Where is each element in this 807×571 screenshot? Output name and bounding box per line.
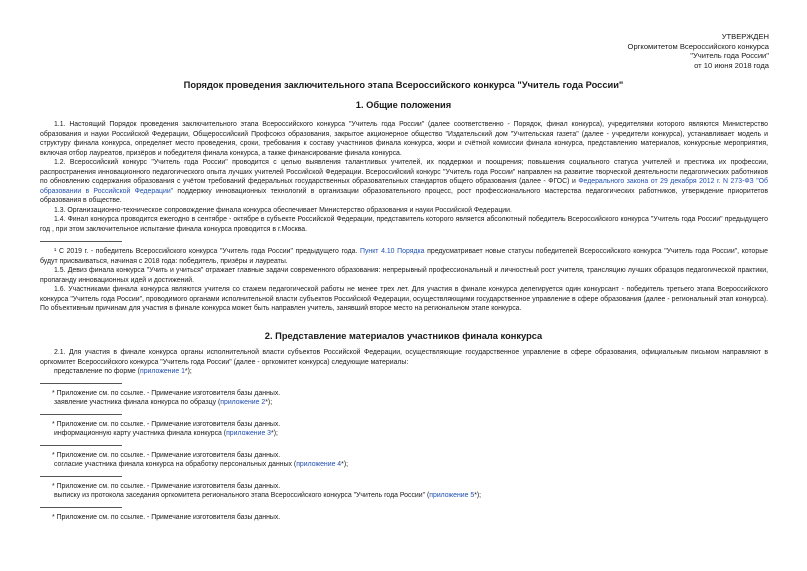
section-2-body [40, 348, 768, 522]
federal-law-link[interactable]: Федерального закона от 29 декабря 2012 г. N 273-ФЗ "Об образовании в Российской Федерации" [40, 178, 768, 195]
appendix-2-link[interactable]: приложение 2 [220, 399, 266, 406]
footnote-1 [40, 247, 768, 266]
footnote-divider [40, 241, 122, 242]
point-4-10-link[interactable]: Пункт 4.10 Порядка [360, 248, 425, 255]
document-title: Порядок проведения заключительного этапа Всероссийского конкурса "Учитель года России" [183, 80, 624, 90]
footnote-note: * Приложение см. по ссылке. - Примечание изготовителя базы данных. [52, 420, 281, 428]
footnote-divider [40, 414, 122, 415]
paragraph-1-2 [40, 158, 768, 206]
footnote-divider [40, 445, 122, 446]
section-2-title: 2. Представление материалов участников финала конкурса [264, 331, 543, 341]
footnote-divider [40, 383, 122, 384]
footnote-1-text: ¹ С 2019 г. - победитель Всероссийского конкурса "Учитель года России" предыдущего года. [54, 248, 360, 255]
approval-contest: "Учитель года России" [690, 51, 769, 61]
footnote-1-tail: предусматривает новые статусы победителей Всероссийского конкурса "Учитель года России", которые будут присваиваться, начиная с 2018 года: победитель, призёры и лауреаты. [40, 248, 769, 265]
footnote-note: * Приложение см. по ссылке. - Примечание изготовителя базы данных. [52, 389, 281, 397]
footnote-note: * Приложение см. по ссылке. - Примечание изготовителя базы данных. [52, 482, 281, 490]
footnote-divider [40, 476, 122, 477]
paragraph-1-4: 1.4. Финал конкурса проводится ежегодно в сентябре - октябре в субъекте Российской Федерации, представитель которого является абсолютный победитель Всероссийского конкурса "Учитель года России" предыдущего год , при этом заключительное испытание финала конкурса проводится в г.Москва. [40, 216, 768, 233]
material-item-4: согласие участника финала конкурса на обработку персональных данных (приложение 4*); [54, 461, 349, 468]
footnote-note: * Приложение см. по ссылке. - Примечание изготовителя базы данных. [52, 513, 281, 521]
paragraph-1-2-text: 1.2. Всероссийский конкурс "Учитель года России" проводится с целью выявления талантливых учителей, их поддержки и поощрения; повышения социального статуса учителей и престижа их профессии, распространения инновационного педагогического опыта лучших учителей Российской Федерации. Всероссийский конкурс "Учитель года России" направлен на развитие творческой деятельности педагогических работников по обновлению содержания образования с учётом требований федеральных государственных образовательных стандартов общего образования (далее - ФГОС) и [40, 159, 768, 185]
paragraph-1-5: 1.5. Девиз финала конкурса "Учить и учиться" отражает главные задачи современного образования: непрерывный профессиональный и личностный рост учителя, трансляцию лучших образцов педагогической практики, пропаганду инновационных идей и достижений. [40, 267, 768, 284]
appendix-5-link[interactable]: приложение 5 [429, 492, 475, 499]
footnote-divider [40, 507, 122, 508]
paragraph-1-2-tail: поддержку инновационных технологий в организации образовательного процесс, рост профессионального мастерства педагогических работников, утверждение приоритетов образования в обществе. [40, 187, 768, 204]
approval-date: от 10 июня 2018 года [694, 60, 769, 70]
appendix-1-link[interactable]: приложение 1 [139, 368, 185, 375]
paragraph-1-6: 1.6. Участниками финала конкурса являются учителя со стажем педагогической работы не менее трех лет. Для участия в финале конкурса делегируется один конкурсант - победитель третьего этапа Всероссийского конкурса "Учитель года России", проводимого органами исполнительной власти субъектов Российской Федерации, осуществляющими государственное управление в сфере образования (далее - региональный этап конкурса). По объективным причинам для участия в финале конкурса может быть направлен учитель, занявший второе место на региональном этапе конкурса. [40, 286, 768, 312]
material-item-1: представление по форме (приложение 1*); [54, 368, 192, 375]
material-item-3: информационную карту участника финала конкурса (приложение 3*); [54, 430, 278, 437]
paragraph-2-1: 2.1. Для участия в финале конкурса органы исполнительной власти субъектов Российской Федерации, осуществляющие государственное управление в сфере образования, официальным письмом направляют в оргкомитет Всероссийского конкурса "Учитель года России" (далее - оргкомитет конкурса) следующие материалы: [40, 349, 768, 366]
approval-label: УТВЕРЖДЕН [721, 32, 769, 41]
appendix-4-link[interactable]: приложение 4 [296, 461, 342, 468]
paragraph-1-1: 1.1. Настоящий Порядок проведения заключительного этапа Всероссийского конкурса "Учитель года России" (далее соответственно - Порядок, финал конкурса), учредителями которого являются Министерство образования и науки Российской Федерации, Общероссийский Профсоюз образования, закрытое акционерное общество "Издательский дом "Учительская газета" (далее - учредители конкурса), устанавливает модель и структуру финала конкурса, определяет место проведения, сроки, требования к составу участников финала конкурса, жюри и счётной комиссии финала конкурса, представлению материалов, конкурсные мероприятия, включая отбор лауреатов, призёров и победителя финала конкурса, а также финансирование финала конкурса. [40, 121, 768, 157]
appendix-3-link[interactable]: приложение 3 [226, 430, 272, 437]
approval-block [628, 32, 769, 70]
material-item-2: заявление участника финала конкурса по образцу (приложение 2*); [54, 399, 273, 406]
footnote-note: * Приложение см. по ссылке. - Примечание изготовителя базы данных. [52, 451, 281, 459]
paragraph-1-3: 1.3. Организационно-техническое сопровождение финала конкурса обеспечивает Министерство образования и науки Российской Федерации. [54, 206, 512, 214]
section-1-title: 1. Общие положения [355, 100, 452, 110]
material-item-5: выписку из протокола заседания оргкомитета регионального этапа Всероссийского конкурса "Учитель года России" (приложение 5*); [54, 492, 482, 499]
approval-committee: Оргкомитетом Всероссийского конкурса [627, 41, 769, 51]
section-1-body [40, 120, 768, 314]
